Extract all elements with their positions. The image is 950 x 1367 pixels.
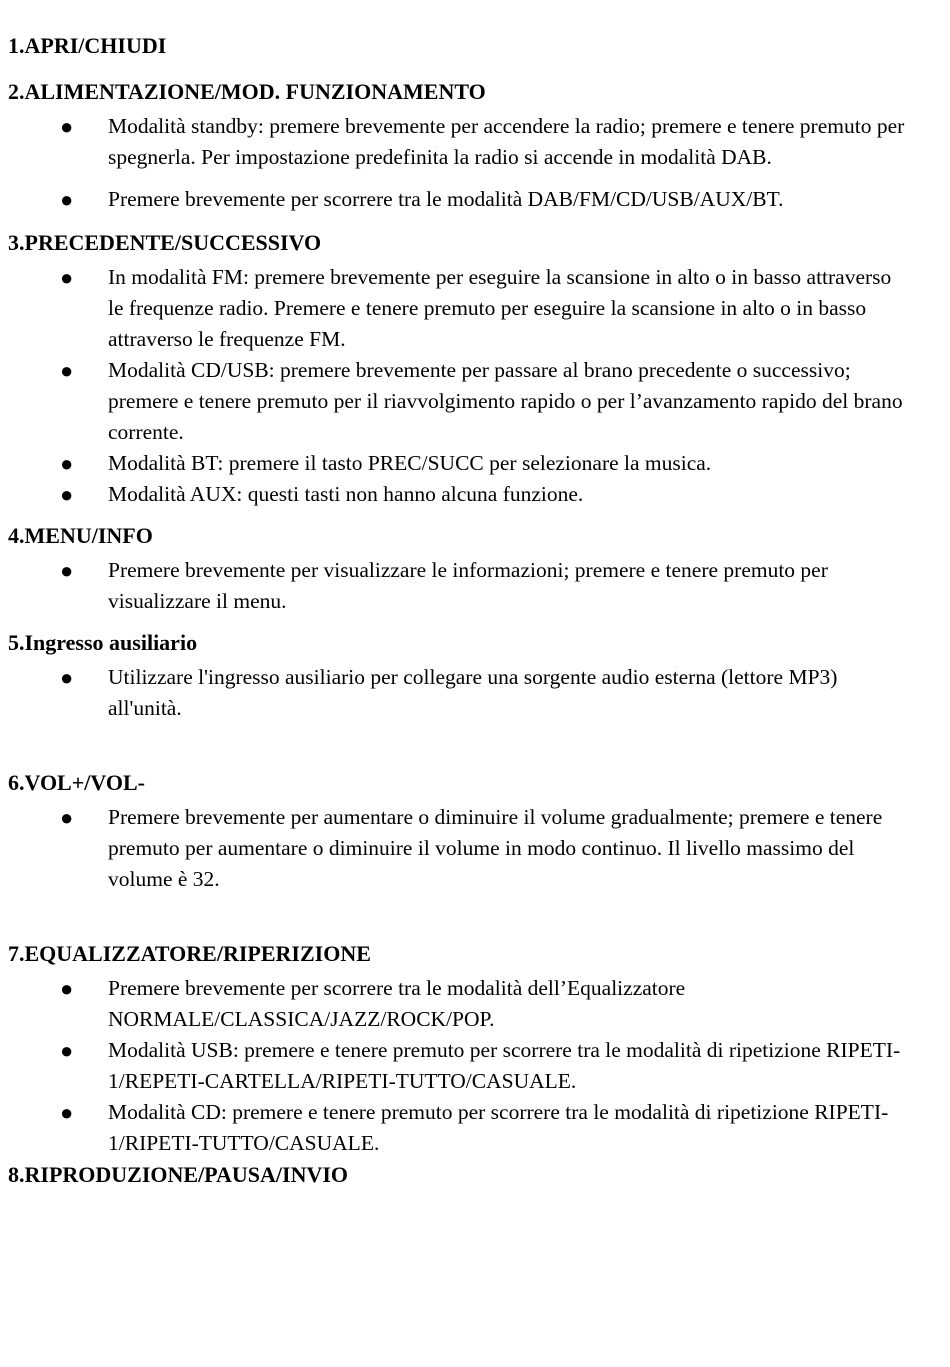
bullet-dot-icon: ●: [60, 1038, 74, 1063]
list-item-text: Modalità AUX: questi tasti non hanno alcuna funzione.: [108, 482, 584, 506]
list-item-text: Modalità BT: premere il tasto PREC/SUCC per selezionare la musica.: [108, 451, 712, 475]
section-alimentazione: [8, 76, 908, 215]
list-item: [8, 448, 908, 479]
list-item: [8, 555, 908, 617]
section-menu-info: [8, 520, 908, 617]
section-equalizzatore: [8, 938, 908, 1159]
section-heading: 5.Ingresso ausiliario: [8, 630, 198, 655]
section-riproduzione: [8, 1159, 908, 1190]
section-heading: 3.PRECEDENTE/SUCCESSIVO: [8, 230, 322, 255]
bullet-list: [8, 555, 908, 617]
bullet-dot-icon: ●: [60, 805, 74, 830]
list-item: [8, 973, 908, 1035]
section-volume: [8, 767, 908, 895]
section-heading: 6.VOL+/VOL-: [8, 770, 145, 795]
bullet-dot-icon: ●: [60, 482, 74, 507]
bullet-dot-icon: ●: [60, 358, 74, 383]
list-item: [8, 111, 908, 173]
section-heading: 8.RIPRODUZIONE/PAUSA/INVIO: [8, 1162, 349, 1187]
list-item: [8, 262, 908, 355]
bullet-list: [8, 111, 908, 215]
list-item-text: Modalità CD: premere e tenere premuto per scorrere tra le modalità di ripetizione RIPETI-1/RIPETI-TUTTO/CASUALE.: [108, 1100, 889, 1155]
bullet-dot-icon: ●: [60, 558, 74, 583]
list-item: [8, 355, 908, 448]
list-item-text: Premere brevemente per scorrere tra le modalità dell’Equalizzatore NORMALE/CLASSICA/JAZZ/ROCK/POP.: [108, 976, 686, 1031]
list-item-text: Premere brevemente per visualizzare le informazioni; premere e tenere premuto per visualizzare il menu.: [108, 558, 828, 613]
list-item: [8, 184, 908, 215]
section-ingresso-ausiliario: [8, 627, 908, 724]
list-item-text: Modalità standby: premere brevemente per accendere la radio; premere e tenere premuto per spegnerla. Per impostazione predefinita la radio si accende in modalità DAB.: [108, 114, 905, 169]
bullet-dot-icon: ●: [60, 665, 74, 690]
list-item-text: In modalità FM: premere brevemente per eseguire la scansione in alto o in basso attraverso le frequenze radio. Premere e tenere premuto per eseguire la scansione in alto o in basso attraverso le frequenze FM.: [108, 265, 892, 351]
section-heading: 7.EQUALIZZATORE/RIPERIZIONE: [8, 941, 371, 966]
list-item-text: Modalità USB: premere e tenere premuto per scorrere tra le modalità di ripetizione RIPETI-1/REPETI-CARTELLA/RIPETI-TUTTO/CASUALE.: [108, 1038, 901, 1093]
bullet-list: [8, 802, 908, 895]
section-apri-chiudi: [8, 30, 908, 61]
list-item: [8, 479, 908, 510]
bullet-list: [8, 662, 908, 724]
section-heading: 2.ALIMENTAZIONE/MOD. FUNZIONAMENTO: [8, 79, 486, 104]
list-item: [8, 802, 908, 895]
list-item: [8, 1097, 908, 1159]
bullet-dot-icon: ●: [60, 114, 74, 139]
bullet-dot-icon: ●: [60, 1100, 74, 1125]
bullet-dot-icon: ●: [60, 187, 74, 212]
section-heading: 1.APRI/CHIUDI: [8, 33, 167, 58]
document-body: [8, 30, 908, 1190]
list-item-text: Utilizzare l'ingresso ausiliario per collegare una sorgente audio esterna (lettore MP3) all'unità.: [108, 665, 838, 720]
bullet-dot-icon: ●: [60, 451, 74, 476]
bullet-dot-icon: ●: [60, 265, 74, 290]
list-item: [8, 662, 908, 724]
bullet-list: [8, 262, 908, 510]
bullet-list: [8, 973, 908, 1159]
list-item: [8, 1035, 908, 1097]
section-precedente-successivo: [8, 227, 908, 510]
bullet-dot-icon: ●: [60, 976, 74, 1001]
list-item-text: Premere brevemente per scorrere tra le modalità DAB/FM/CD/USB/AUX/BT.: [108, 187, 784, 211]
section-heading: 4.MENU/INFO: [8, 523, 153, 548]
list-item-text: Modalità CD/USB: premere brevemente per passare al brano precedente o successivo; premere e tenere premuto per il riavvolgimento rapido o per l’avanzamento rapido del brano corrente.: [108, 358, 903, 444]
list-item-text: Premere brevemente per aumentare o diminuire il volume gradualmente; premere e tenere premuto per aumentare o diminuire il volume in modo continuo. Il livello massimo del volume è 32.: [108, 805, 883, 891]
